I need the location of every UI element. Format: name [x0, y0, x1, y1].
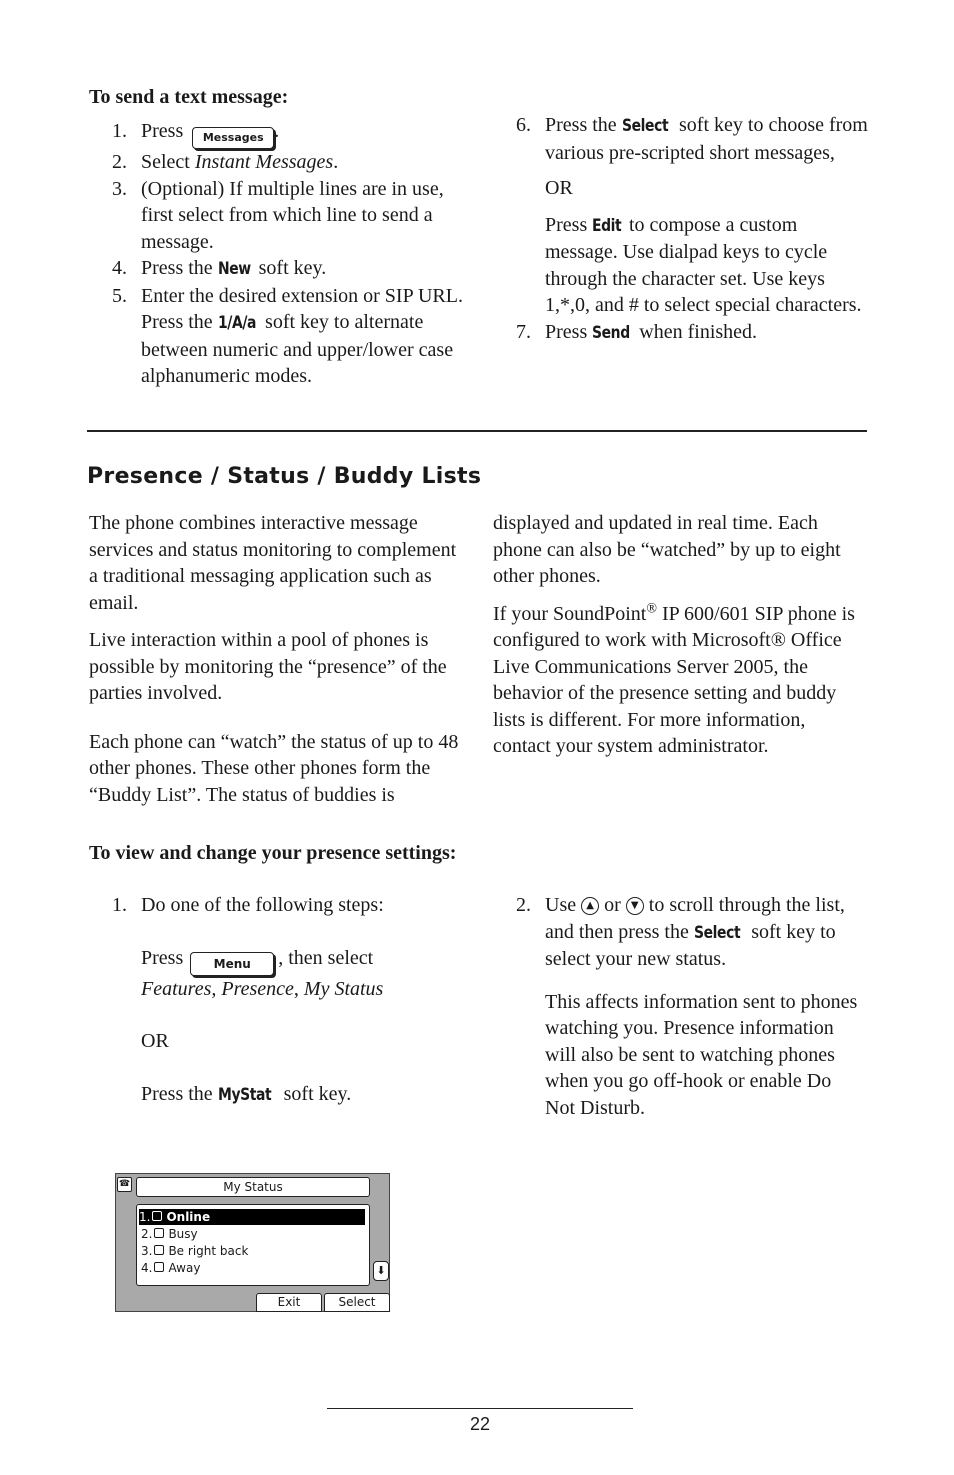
step-3: 3. (Optional) If multiple lines are in use, first select from which line to send a message. — [112, 177, 444, 253]
mystat-line: Press the MyStat soft key. — [141, 1081, 469, 1109]
presence-right-column — [493, 510, 863, 760]
exit-softkey[interactable]: Exit — [256, 1293, 322, 1312]
softkey-mystat: MyStat — [217, 1084, 271, 1105]
screen-title-bar: My Status — [136, 1177, 370, 1197]
press-menu-line: Press Menu , then select Features, Presence, My Status — [141, 946, 384, 1000]
select-softkey[interactable]: Select — [324, 1293, 390, 1312]
status-item-busy[interactable]: 2. Busy — [141, 1227, 198, 1241]
step-1: 1. Press Messages . — [89, 118, 469, 149]
status-item-online[interactable]: 1. Online — [139, 1209, 365, 1225]
scroll-down-icon[interactable]: ⬇ — [373, 1261, 389, 1281]
presence-left-column — [89, 510, 469, 808]
send-steps-left — [89, 118, 469, 390]
send-steps-right — [493, 112, 868, 346]
presence-para-1: The phone combines interactive message services and status monitoring to complement a traditional messaging application such as email. — [89, 512, 457, 614]
step-2: 2. Select Instant Messages. — [112, 151, 339, 173]
status-list — [136, 1204, 370, 1286]
presence-para-3: Each phone can “watch” the status of up to 48 other phones. These other phones form the “Buddy List”. The status of buddies is — [89, 730, 459, 806]
checkbox-icon — [154, 1228, 164, 1238]
status-item-be-right-back[interactable]: 3. Be right back — [141, 1244, 249, 1258]
up-arrow-icon: ▲ — [581, 897, 599, 915]
checkbox-icon — [154, 1245, 164, 1255]
send-text-heading: To send a text message: — [89, 86, 289, 108]
check-icon — [152, 1211, 162, 1221]
view-change-heading: To view and change your presence settings: — [89, 842, 457, 864]
softkey-select-2: Select — [693, 922, 741, 943]
section-title: Presence / Status / Buddy Lists — [87, 464, 482, 489]
view-step-1: 1. Do one of the following steps: Press Menu , then select Features, Presence, My Status OR Press the MyStat soft key. — [89, 892, 469, 1108]
checkbox-icon — [154, 1262, 164, 1272]
step-6: 6. Press the Select soft key to choose from various pre-scripted short messages, OR Press Edit to compose a custom message. Use dialpad keys to cycle through the character set. Use keys 1,*,0, and # to select special characters. — [493, 112, 868, 319]
presence-para-3b: displayed and updated in real time. Each phone can also be “watched” by up to eight other phones. — [493, 512, 841, 587]
edit-paragraph: Press Edit to compose a custom message. Use dialpad keys to cycle through the character set. Use keys 1,*,0, and # to select special characters. — [545, 213, 862, 316]
footer-rule — [327, 1408, 633, 1409]
messages-key: Messages — [192, 127, 274, 149]
status-item-away[interactable]: 4. Away — [141, 1261, 201, 1275]
presence-para-2: Live interaction within a pool of phones is possible by monitoring the “presence” of the parties involved. — [89, 629, 447, 704]
step-7: 7. Press Send when finished. — [493, 319, 868, 347]
affects-paragraph: This affects information sent to phones watching you. Presence information will also be sent to watching phones when you go off-hook or enable Do Not Disturb. — [545, 990, 858, 1119]
phone-icon: ☎ — [117, 1177, 132, 1192]
softkey-1aa: 1/A/a — [217, 313, 256, 333]
step-5: 5. Enter the desired extension or SIP URL. Press the 1/A/a soft key to alternate between numeric and upper/lower case alphanumeric modes. — [112, 284, 463, 387]
page-number: 22 — [469, 1414, 491, 1434]
menu-key: Menu — [190, 952, 274, 976]
softkey-send: Send — [592, 322, 630, 343]
softkey-new: New — [217, 259, 251, 279]
presence-para-4: If your SoundPoint® IP 600/601 SIP phone is configured to work with Microsoft® Office Live Communications Server 2005, the behavior of the presence setting and buddy lists is different. For more information, contact your system administrator. — [493, 600, 855, 757]
section-divider — [87, 430, 867, 432]
or-text-2: OR — [141, 1030, 169, 1052]
softkey-edit: Edit — [592, 215, 622, 236]
down-arrow-icon: ▼ — [626, 897, 644, 915]
or-text: OR — [545, 177, 573, 199]
step-4: 4. Press the New soft key. — [89, 255, 469, 283]
softkey-select: Select — [621, 116, 668, 136]
view-step-2: 2. Use ▲ or ▼ to scroll through the list, and then press the Select soft key to select your new status. This affects information sent to phones watching you. Presence information will also be sent to watching phones when you go off-hook or enable Do Not Disturb. — [493, 892, 865, 1121]
phone-screen — [115, 1173, 390, 1312]
